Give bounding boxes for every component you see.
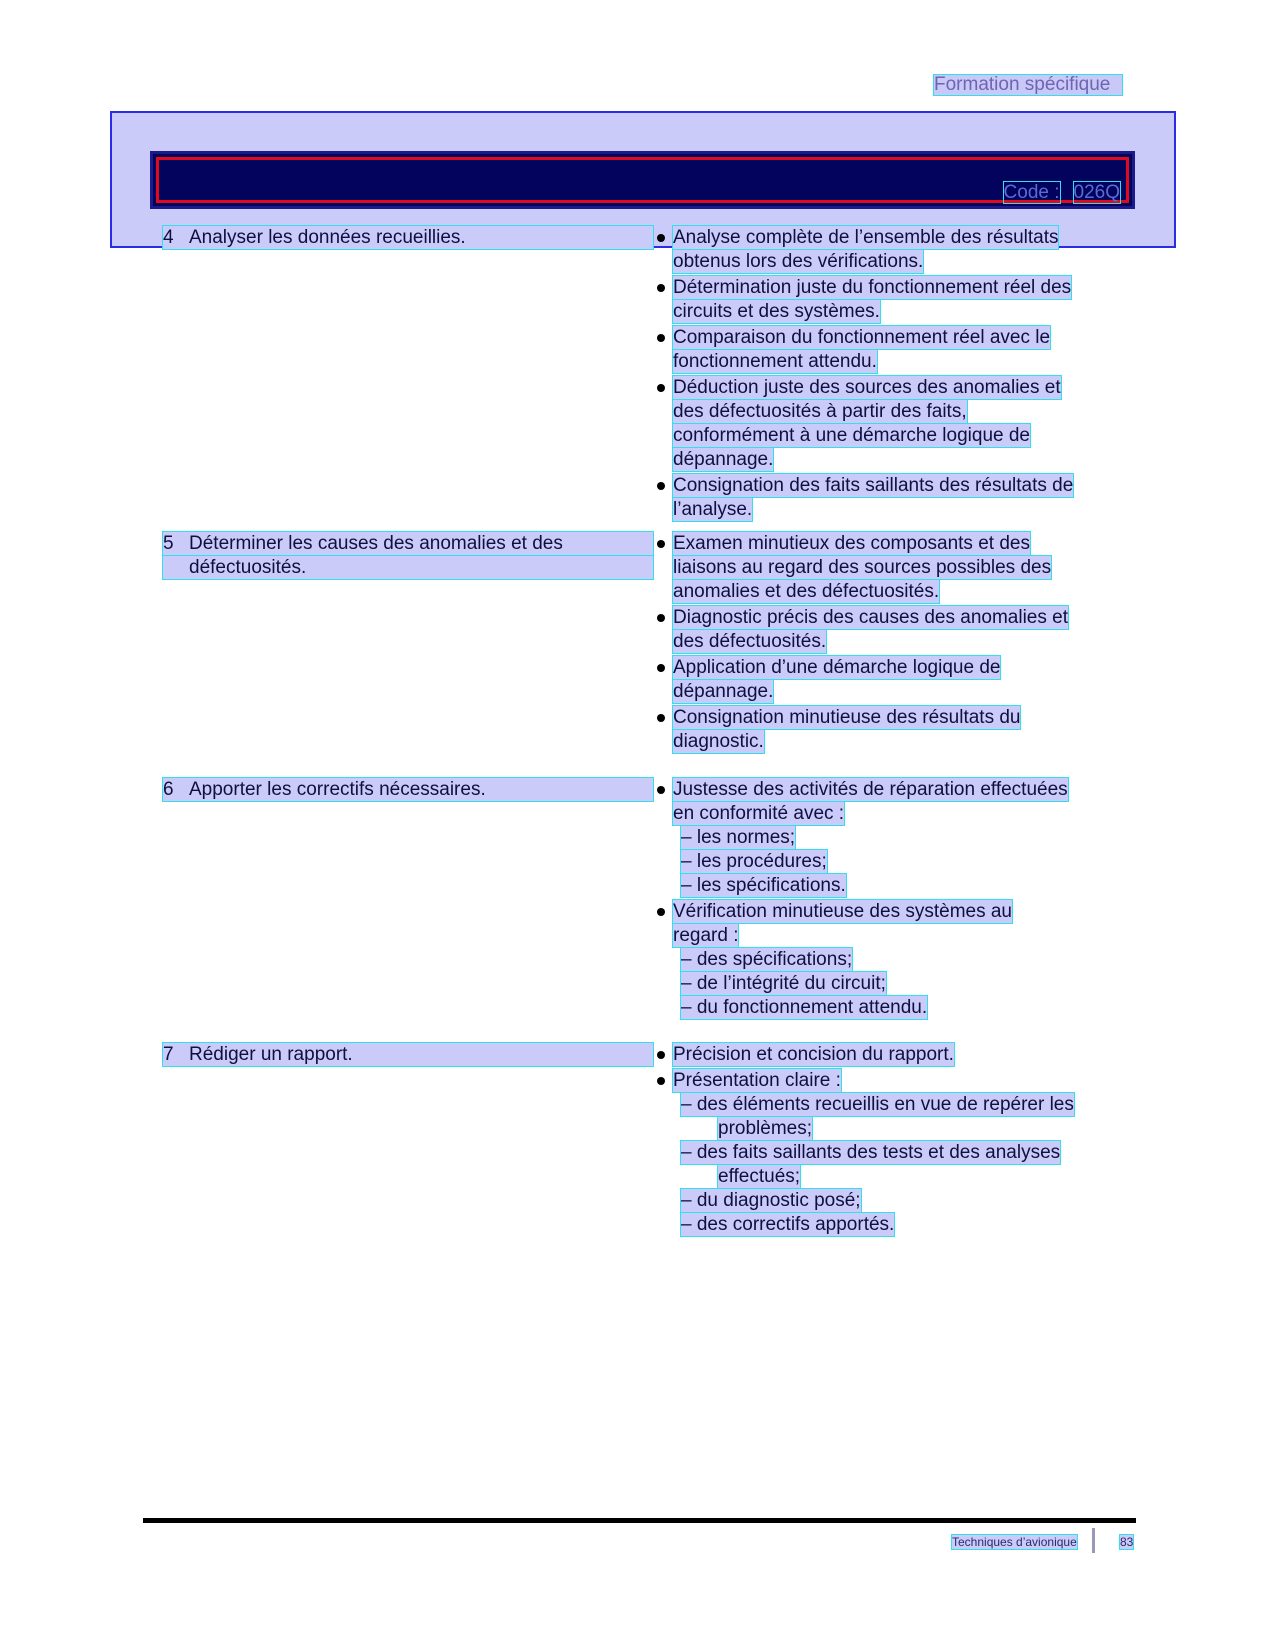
criterion-line: Vérification minutieuse des systèmes au: [673, 901, 1012, 922]
bullet-icon: [657, 540, 665, 548]
criterion-line: Examen minutieux des composants et des: [673, 533, 1030, 554]
code-bar-frame: [156, 157, 1129, 203]
running-header: Formation spécifique: [934, 75, 1122, 95]
criterion-line: obtenus lors des vérifications.: [673, 251, 924, 272]
criterion-line: – les normes;: [681, 827, 796, 848]
criterion-line: conformément à une démarche logique de: [673, 425, 1031, 446]
bullet-icon: [657, 284, 665, 292]
criterion-line: Précision et concision du rapport.: [673, 1044, 954, 1065]
criterion-line: regard :: [673, 925, 739, 946]
criterion-line: dépannage.: [673, 681, 774, 702]
criterion-line: Présentation claire :: [673, 1070, 841, 1091]
footer-separator: [1092, 1528, 1095, 1553]
bullet-icon: [657, 384, 665, 392]
criterion-line: – les procédures;: [681, 851, 827, 872]
criterion-line: Application d’une démarche logique de: [673, 657, 1001, 678]
criterion-line: – du fonctionnement attendu.: [681, 997, 928, 1018]
element-line: [163, 226, 653, 249]
element-text: Analyser les données recueillies.: [189, 227, 466, 248]
bullet-icon: [657, 714, 665, 722]
criterion-line: – des faits saillants des tests et des analyses: [681, 1142, 1061, 1163]
criterion-line: problèmes;: [718, 1118, 812, 1139]
element-line: [163, 778, 653, 801]
bullet-icon: [657, 1051, 665, 1059]
criterion-line: – des correctifs apportés.: [681, 1214, 895, 1235]
element-line: [163, 1043, 653, 1066]
bullet-icon: [657, 908, 665, 916]
element-text: Apporter les correctifs nécessaires.: [189, 779, 486, 800]
element-number: 7: [163, 1044, 174, 1065]
footer-page-number: 83: [1120, 1535, 1134, 1549]
criterion-line: circuits et des systèmes.: [673, 301, 880, 322]
criterion-line: Consignation minutieuse des résultats du: [673, 707, 1021, 728]
criterion-line: des défectuosités.: [673, 631, 827, 652]
criterion-line: Comparaison du fonctionnement réel avec le: [673, 327, 1051, 348]
criterion-line: – des spécifications;: [681, 949, 853, 970]
bullet-icon: [657, 234, 665, 242]
bullet-icon: [657, 614, 665, 622]
footer-program-title: Techniques d’avionique: [952, 1535, 1077, 1549]
criterion-line: liaisons au regard des sources possibles des: [673, 557, 1052, 578]
criterion-line: Justesse des activités de réparation effectuées: [673, 779, 1068, 800]
criterion-line: – des éléments recueillis en vue de repérer les: [681, 1094, 1074, 1115]
code-label: Code :: [1003, 182, 1060, 203]
criterion-line: dépannage.: [673, 449, 774, 470]
criterion-line: – du diagnostic posé;: [681, 1190, 861, 1211]
element-number: 5: [163, 533, 174, 554]
element-text: défectuosités.: [189, 557, 307, 578]
criterion-line: en conformité avec :: [673, 803, 845, 824]
bullet-icon: [657, 1077, 665, 1085]
criterion-line: anomalies et des défectuosités.: [673, 581, 940, 602]
criterion-line: diagnostic.: [673, 731, 764, 752]
criterion-line: fonctionnement attendu.: [673, 351, 877, 372]
element-line: [163, 532, 653, 555]
code-label-group: [1004, 182, 1120, 204]
footer-rule: [143, 1518, 1136, 1523]
criterion-line: Analyse complète de l’ensemble des résultats: [673, 227, 1059, 248]
criterion-line: l’analyse.: [673, 499, 753, 520]
criterion-line: Déduction juste des sources des anomalies et: [673, 377, 1061, 398]
criterion-line: des défectuosités à partir des faits,: [673, 401, 967, 422]
code-value: 026Q: [1073, 182, 1120, 203]
element-text: Déterminer les causes des anomalies et des: [189, 533, 563, 554]
bullet-icon: [657, 334, 665, 342]
bullet-icon: [657, 664, 665, 672]
bullet-icon: [657, 786, 665, 794]
element-line: [163, 556, 653, 579]
criterion-line: effectués;: [718, 1166, 801, 1187]
element-number: 6: [163, 779, 174, 800]
bullet-icon: [657, 482, 665, 490]
criterion-line: Détermination juste du fonctionnement réel des: [673, 277, 1072, 298]
criterion-line: Consignation des faits saillants des résultats de: [673, 475, 1074, 496]
element-text: Rédiger un rapport.: [189, 1044, 353, 1065]
criterion-line: – les spécifications.: [681, 875, 846, 896]
criterion-line: – de l’intégrité du circuit;: [681, 973, 886, 994]
element-number: 4: [163, 227, 174, 248]
criterion-line: Diagnostic précis des causes des anomalies et: [673, 607, 1068, 628]
code-bar: [150, 151, 1135, 209]
